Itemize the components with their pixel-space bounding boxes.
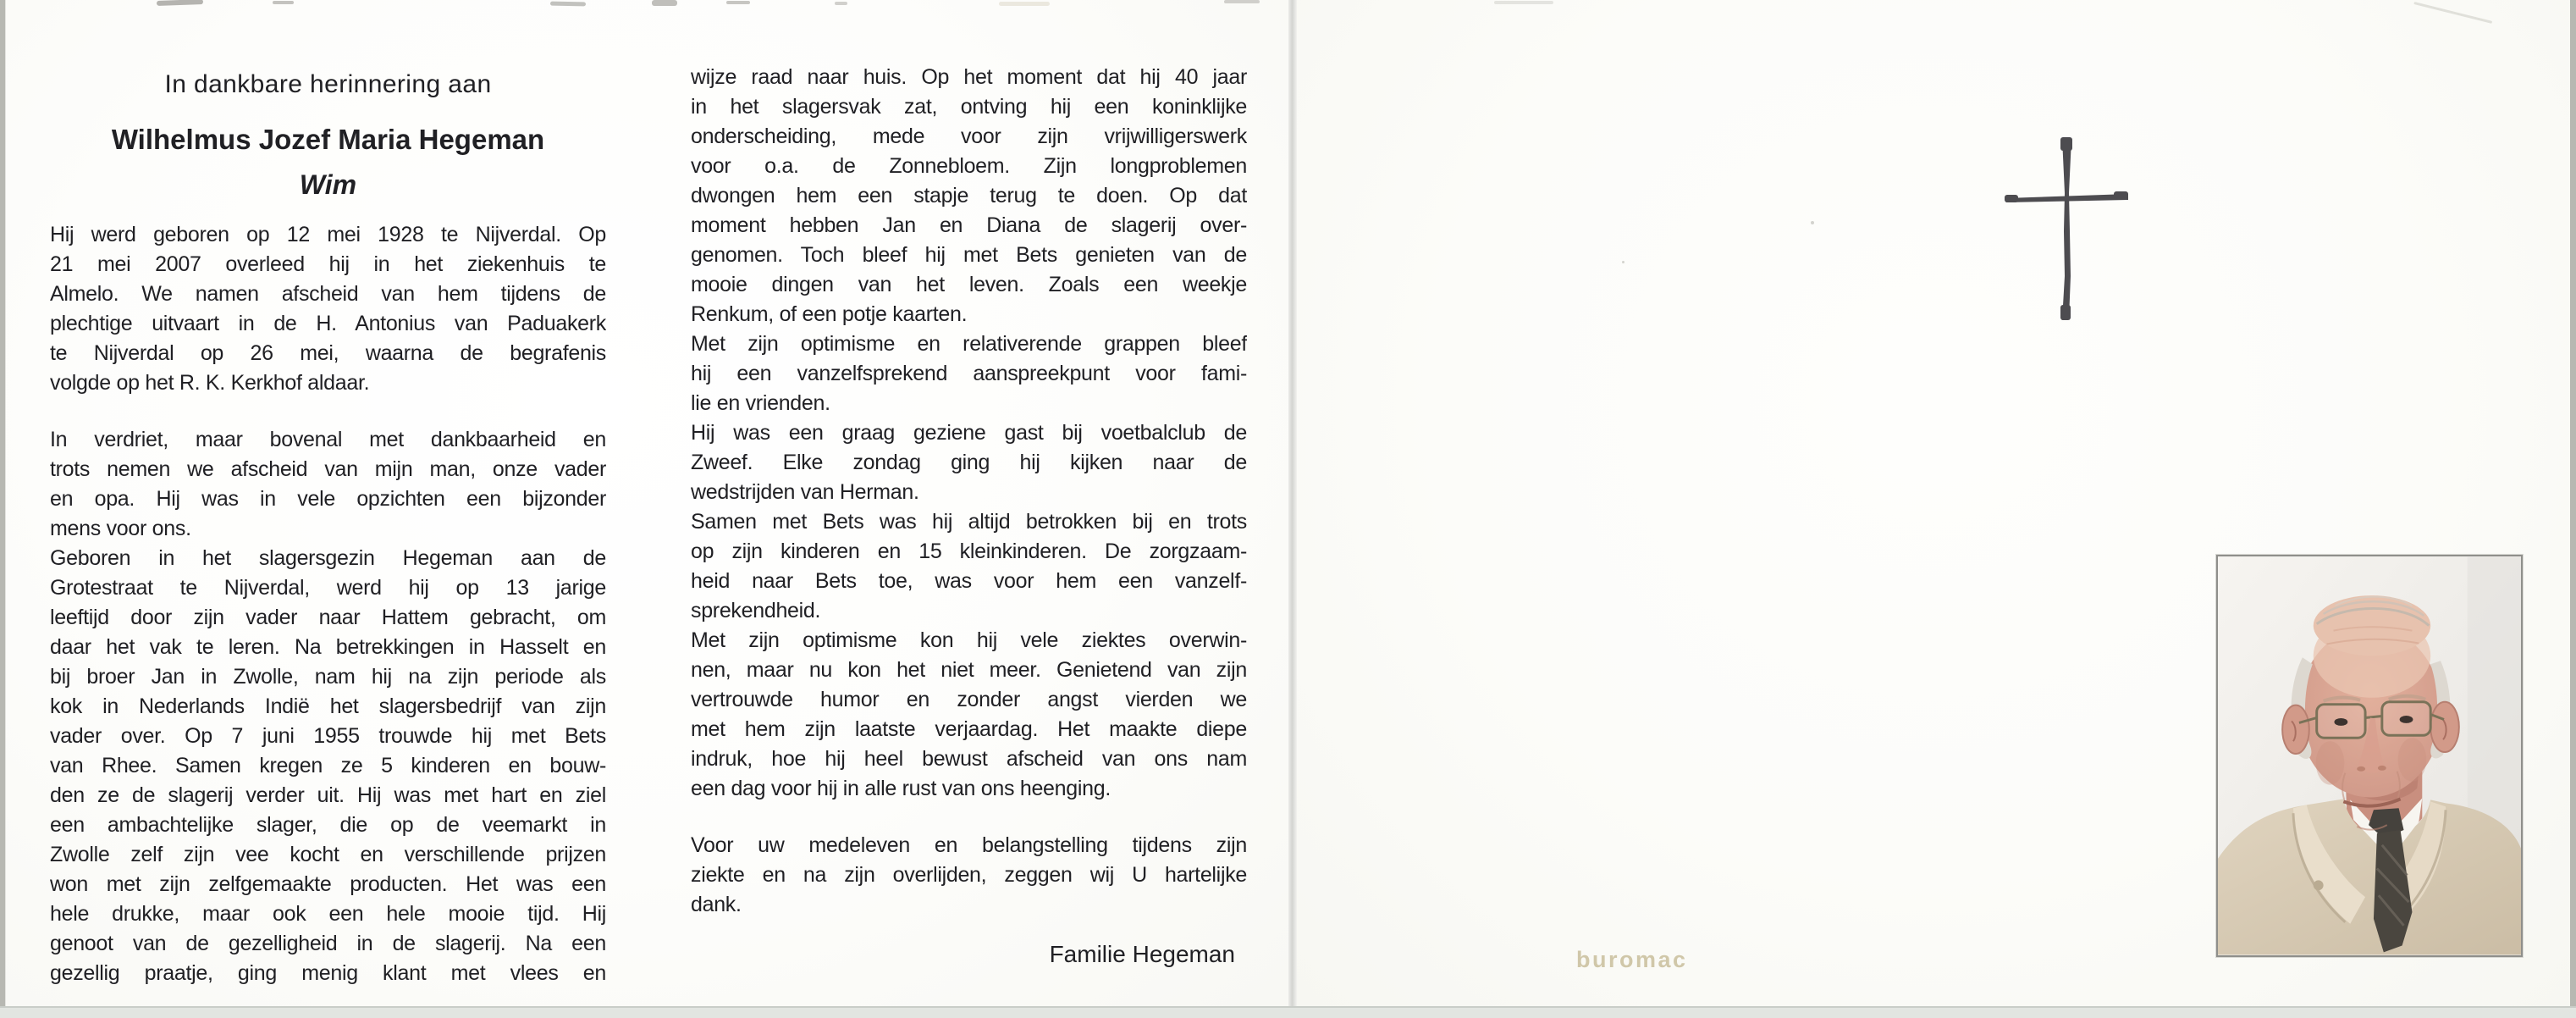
text-line: hele drukke, maar ook een hele mooie tijd. Hij (50, 902, 606, 926)
text-line: mens voor ons. (50, 517, 191, 540)
deceased-name: Wilhelmus Jozef Maria Hegeman (111, 124, 545, 155)
text-line: Zwolle zelf zijn vee kocht en verschillende prijzen (50, 843, 606, 866)
text-line: moment hebben Jan en Diana de slagerij over- (691, 213, 1247, 237)
text-line: hij een vanzelfsprekend aanspreekpunt voor fami- (691, 362, 1247, 385)
text-line: een dag voor hij in alle rust van ons heenging. (691, 777, 1111, 800)
text-line: Hij was een graag geziene gast bij voetbalclub de (691, 421, 1247, 445)
text-line: in het slagersvak zat, ontving hij een koninklijke (691, 95, 1247, 119)
scan-smudge (550, 2, 586, 7)
text-line: trots nemen we afscheid van mijn man, onze vader (50, 457, 606, 481)
text-line: indruk, hoe hij heel bewust afscheid van ons nam (691, 747, 1247, 771)
paragraph (691, 507, 1247, 626)
scan-smudge (1224, 0, 1260, 3)
scan-speck (1811, 221, 1814, 224)
text-line: Voor uw medeleven en belangstelling tijdens zijn (691, 833, 1247, 857)
text-line: dwongen hem een stapje terug te doen. Op dat (691, 184, 1247, 207)
text-line: genoot van de gezelligheid in de slagerij. Na een (50, 932, 606, 955)
text-line: gezellig praatje, ging menig klant met vlees en (50, 961, 606, 985)
text-line: heid naar Bets toe, was voor hem een vanzelf- (691, 569, 1247, 593)
text-line: vader over. Op 7 juni 1955 trouwde hij met Bets (50, 724, 606, 748)
page-fold-gap (1288, 0, 1297, 1006)
text-line: genomen. Toch bleef hij met Bets genieten van de (691, 243, 1247, 267)
text-line: kok in Nederlands Indië het slagersbedrijf van zijn (50, 694, 606, 718)
text-line: onderscheiding, mede voor zijn vrijwilligerswerk (691, 124, 1247, 148)
text-line: wedstrijden van Herman. (691, 480, 919, 504)
paragraph (691, 418, 1247, 507)
text-line: Met zijn optimisme kon hij vele ziektes overwin- (691, 628, 1247, 652)
paragraph (691, 329, 1247, 418)
text-line: Samen met Bets was hij altijd betrokken bij en trots (691, 510, 1247, 534)
text-line: mooie dingen van het leven. Zoals een weekje (691, 273, 1247, 296)
right-page (1297, 0, 2570, 1006)
text-line: ziekte en na zijn overlijden, zeggen wij U hartelijke (691, 863, 1247, 887)
scan-speck (1622, 261, 1624, 263)
paragraph (50, 425, 606, 544)
text-line: Geboren in het slagersgezin Hegeman aan de (50, 546, 606, 570)
scan-smudge (999, 2, 1050, 6)
memorial-intro: In dankbare herinnering aan (164, 70, 492, 98)
scan-smudge (726, 1, 750, 4)
biography-column-2 (691, 63, 1247, 920)
paragraph (691, 63, 1247, 329)
scan-smudge (1494, 1, 1553, 4)
text-line: voor o.a. de Zonnebloem. Zijn longproblemen (691, 154, 1247, 178)
text-line: Renkum, of een potje kaarten. (691, 302, 968, 326)
text-line: met hem zijn laatste verjaardag. Het maakte diepe (691, 717, 1247, 741)
text-column-2 (691, 0, 1247, 1006)
text-line: Zweef. Elke zondag ging hij kijken naar de (691, 451, 1247, 474)
paragraph (50, 544, 606, 988)
text-line: van Rhee. Samen kregen ze 5 kinderen en bouw- (50, 754, 606, 777)
paragraph (691, 831, 1247, 920)
text-line: nen, maar nu kon het niet meer. Genietend van zijn (691, 658, 1247, 682)
left-page (5, 0, 1289, 1006)
biography-column-1 (50, 220, 606, 988)
text-line: In verdriet, maar bovenal met dankbaarheid en (50, 428, 606, 451)
scan-smudge (273, 1, 294, 4)
text-line: den ze de slagerij verder uit. Hij was met hart en ziel (50, 783, 606, 807)
text-line: plechtige uitvaart in de H. Antonius van Paduakerk (50, 312, 606, 335)
text-line: won met zijn zelfgemaakte producten. Het was een (50, 872, 606, 896)
text-line: bij broer Jan in Zwolle, nam hij na zijn periode als (50, 665, 606, 689)
portrait-illustration (2218, 556, 2521, 955)
text-line: leeftijd door zijn vader naar Hattem gebracht, om (50, 606, 606, 629)
text-line: sprekendheid. (691, 599, 821, 622)
deceased-nickname: Wim (299, 169, 357, 200)
portrait-photo (2216, 555, 2523, 957)
text-line: volgde op het R. K. Kerkhof aldaar. (50, 371, 370, 395)
text-line: te Nijverdal op 26 mei, waarna de begrafenis (50, 341, 606, 365)
text-line: wijze raad naar huis. Op het moment dat hij 40 jaar (691, 65, 1247, 89)
text-line: 21 mei 2007 overleed hij in het ziekenhuis te (50, 252, 606, 276)
text-line: dank. (691, 893, 742, 916)
text-line: en opa. Hij was in vele opzichten een bijzonder (50, 487, 606, 511)
paragraph (691, 626, 1247, 804)
paragraph (50, 220, 606, 398)
scan-smudge (835, 2, 847, 5)
signature: Familie Hegeman (1049, 941, 1235, 967)
text-line: Almelo. We namen afscheid van hem tijdens de (50, 282, 606, 306)
text-line: daar het vak te leren. Na betrekkingen in Hasselt en (50, 635, 606, 659)
text-line: op zijn kinderen en 15 kleinkinderen. De zorgzaam- (691, 539, 1247, 563)
text-line: Grotestraat te Nijverdal, werd hij op 13 jarige (50, 576, 606, 600)
scan-smudge (652, 0, 677, 6)
printer-brand: buromac (1576, 947, 1688, 972)
text-line: lie en vrienden. (691, 391, 830, 415)
text-line: een ambachtelijke slager, die op de veemarkt in (50, 813, 606, 837)
text-line: vertrouwde humor en zonder angst vierden we (691, 688, 1247, 711)
text-line: Hij werd geboren op 12 mei 1928 te Nijverdal. Op (50, 223, 606, 246)
text-column-1 (50, 0, 606, 1006)
text-line: Met zijn optimisme en relativerende grappen bleef (691, 332, 1247, 356)
latin-cross-icon (2005, 134, 2132, 327)
